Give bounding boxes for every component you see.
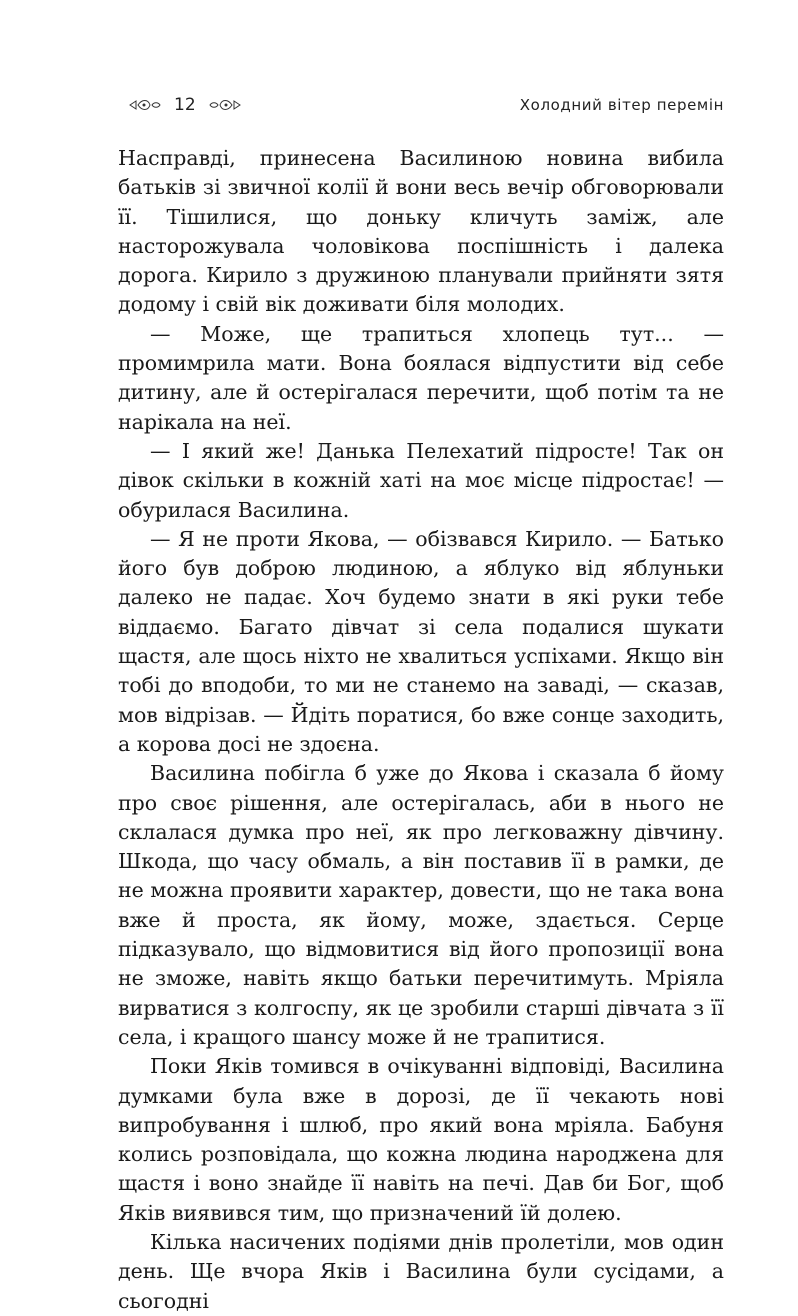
- floral-ornament-right-icon: [208, 98, 242, 112]
- floral-ornament-left-icon: [128, 98, 162, 112]
- paragraph: Поки Яків томився в очікуванні відповіді, Василина думками була вже в дорозі, де її чекають нові випробування і шлюб, про який вона мріяла. Бабуня колись розповідала, що кожна людина народжена для щастя і воно знайде її навіть на печі. Дав би Бог, щоб Яків виявився тим, що призначений їй долею.: [118, 1054, 724, 1225]
- folio: [128, 95, 242, 115]
- paragraph: — І який же! Данька Пелехатий підросте! Так он дівок скільки в кожній хаті на моє місце підростає! — обурилася Василина.: [118, 438, 724, 522]
- paragraph: Василина побігла б уже до Якова і сказала б йому про своє рішення, але остерігалась, аби в нього не склалася думка про неї, як про легковажну дівчину. Шкода, що часу обмаль, а він поставив її в рамки, де не можна проявити характер, довести, що не така вона вже й проста, як йому, може, здається. Серце підказувало, що відмовитися від його пропозиції вона не зможе, навіть якщо батьки перечитимуть. Мріяла вирватися з колгоспу, як це зробили старші дівчата з її села, і кращого шансу може й не трапитися.: [118, 761, 724, 1049]
- paragraph: — Може, ще трапиться хлопець тут... — промимрила мати. Вона боялася відпустити від себе дитину, але й остерігалася перечити, щоб потім та не нарікала на неї.: [118, 321, 724, 434]
- paragraph: — Я не проти Якова, — обізвався Кирило. — Батько його був доброю людиною, а яблуко від яблуньки далеко не падає. Хоч будемо знати в які руки тебе віддаємо. Багато дівчат зі села подалися шукати щастя, але щось ніхто не хвалиться успіхами. Якщо він тобі до вподоби, то ми не станемо на заваді, — сказав, мов відрізав. — Йдіть поратися, бо вже сонце заходить, а корова досі не здоєна.: [118, 526, 724, 756]
- body-text: [118, 144, 724, 1316]
- paragraph: Кілька насичених подіями днів пролетіли, мов один день. Ще вчора Яків і Василина були сусідами, а сьогодні: [118, 1229, 724, 1313]
- page-number: 12: [174, 95, 196, 115]
- page-header: [128, 92, 724, 118]
- paragraph: Насправді, принесена Василиною новина вибила батьків зі звичної колії й вони весь вечір обговорювали її. Тішилися, що доньку кличуть заміж, але насторожувала чоловікова поспішність і далека дорога. Кирило з дружиною планували прийняти зятя додому і свій вік доживати біля молодих.: [118, 146, 724, 317]
- running-title: Холодний вітер перемін: [519, 96, 724, 114]
